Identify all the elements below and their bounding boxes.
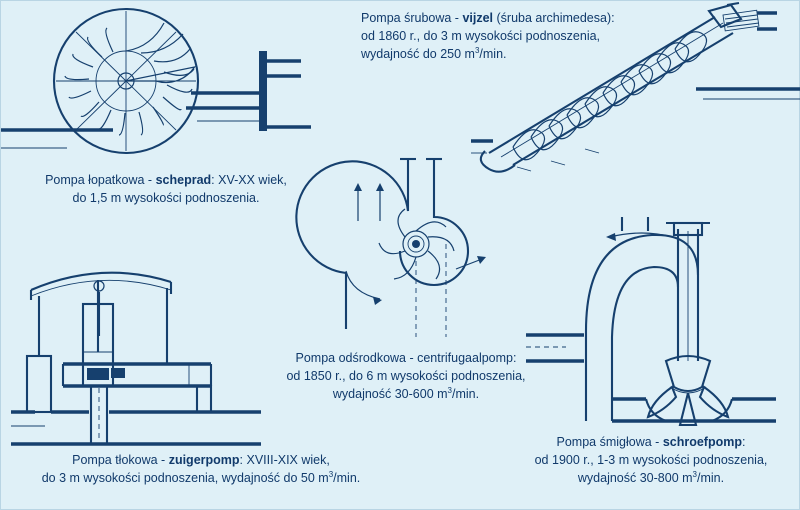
volute-inner [400,167,468,285]
piston-caption-post: : XVIII-XIX wiek, [239,453,330,467]
piston-ground-lines [11,412,261,444]
piston-caption-line-1 [1,451,401,469]
screw-pump-diagram [471,1,800,171]
screw-drive-head [709,3,777,31]
piston-caption-l2-sup: 3 [328,469,334,479]
elbow-flanges [622,217,648,231]
screw-caption-bold: vijzel [462,11,494,25]
pump-base-frame [63,364,211,386]
screw-caption-l3-post: /min. [479,47,507,62]
screw-caption-l3-sup: 3 [474,46,480,56]
outflow-channel [259,51,311,131]
screw-ground-hatch [517,149,599,171]
right-pillar [197,386,211,412]
piston-caption-bold: zuigerpomp [168,453,240,467]
centrifugal-inlet-pipes [400,159,442,167]
piston-caption-l2-post: /min. [333,471,361,486]
piston-pump-caption [1,451,401,487]
propeller-caption-bold: schroefpomp [662,435,742,449]
piston-caption-line-2 [1,469,401,487]
impeller-shaft [412,240,420,248]
propeller-caption-l3-pre: wydajność 30-800 m [577,471,693,486]
propeller-caption-line-3 [501,469,800,487]
piston-caption-pre: Pompa tłokowa - [72,453,169,467]
propeller-caption-l3-sup: 3 [692,470,697,480]
screw-caption-pre: Pompa śrubowa - [361,11,463,25]
propeller-pump-caption [501,433,800,487]
propeller-caption-l3-post: /min. [697,471,725,486]
centrifugal-pump-caption [251,349,561,403]
propeller-caption-line-2: od 1900 r., 1-3 m wysokości podnoszenia, [534,453,768,468]
screw-pump-svg [471,1,800,171]
propeller-pump-diagram [526,211,776,426]
suction-pipe [91,386,107,444]
paddle-caption-pre: Pompa łopatkowa - [45,173,156,187]
propeller-caption-line-1 [501,433,800,451]
paddle-caption-post: : XV-XX wiek, [211,173,287,187]
left-hanger [27,296,51,412]
centrifugal-pump-svg [316,151,496,341]
centrifugal-caption-line-2: od 1850 r., do 6 m wysokości podnoszenia, [286,369,526,384]
screw-axis [501,23,723,157]
piston-pump-diagram [11,256,261,451]
centrifugal-caption-l3-post: /min. [452,387,480,402]
centrifugal-caption-line-1: Pompa odśrodkowa - centrifugaalpomp: [295,351,517,365]
propeller-caption-post: : [742,435,746,449]
paddle-caption-line-1 [1,171,331,189]
centrifugal-pump-diagram [316,151,496,341]
valve-box [87,368,125,380]
paddle-pump-diagram [1,1,321,171]
screw-caption-line-2: od 1860 r., do 3 m wysokości podnoszenia, [361,29,601,44]
piston-caption-l2-pre: do 3 m wysokości podnoszenia, wydajność do 50 m [41,471,329,486]
centrifugal-caption-l3-pre: wydajność 30-600 m [332,387,448,402]
screw-caption-l3-pre: wydajność do 250 m [361,47,475,62]
piston-pump-svg [11,256,261,451]
screw-discharge-water [696,89,800,99]
paddle-caption-bold: scheprad [155,173,212,187]
propeller-caption-pre: Pompa śmigłowa - [556,435,663,449]
paddle-caption-line-2: do 1,5 m wysokości podnoszenia. [72,191,260,206]
propeller-left-duct [526,335,584,361]
centrifugal-caption-l3-sup: 3 [447,386,452,396]
paddle-pump-caption [1,171,331,207]
discharge-elbow-outer [586,235,698,421]
propeller-pump-svg [526,211,776,426]
centrifugal-caption-line-3 [251,385,561,403]
pump-column [678,229,698,361]
screw-caption-post: (śruba archimedesa): [493,11,615,25]
paddle-pump-svg [1,1,321,171]
